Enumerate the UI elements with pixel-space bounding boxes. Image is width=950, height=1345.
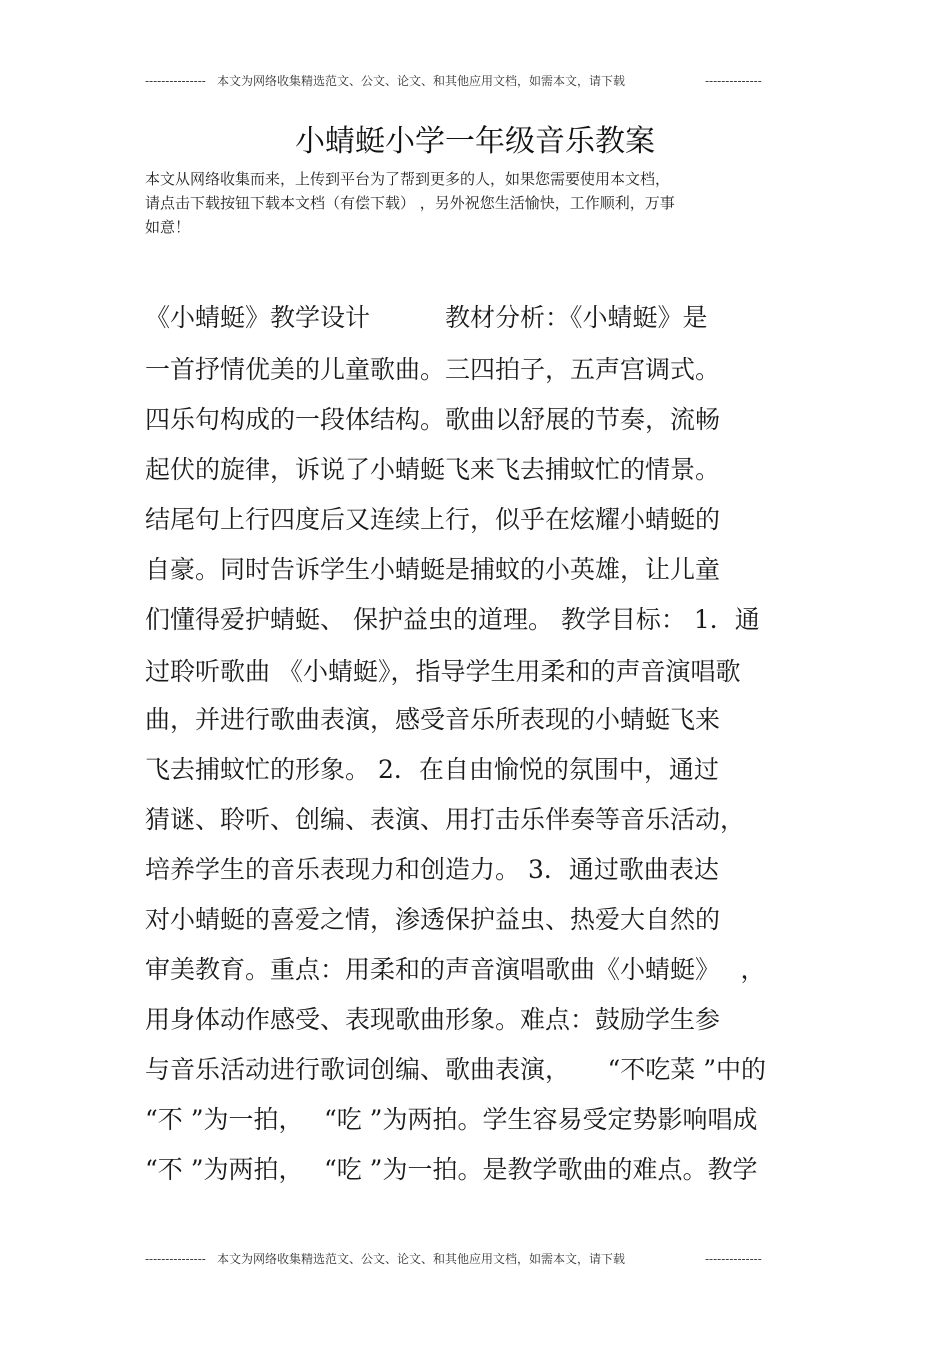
body-line: 起伏的旋律，诉说了小蜻蜓飞来飞去捕蚊忙的情景。 <box>145 455 721 484</box>
body-line: 四乐句构成的一段体结构。歌曲以舒展的节奏，流畅 <box>145 405 721 434</box>
body-line: 自豪。同时告诉学生小蜻蜓是捕蚊的小英雄，让儿童 <box>145 555 721 584</box>
header-text: 本文为网络收集精选范文、公文、论文、和其他应用文档，如需本文，请下载 <box>217 74 626 88</box>
intro-line: 本文从网络收集而来，上传到平台为了帮到更多的人，如果您需要使用本文档， <box>145 170 671 188</box>
body-line: 飞去捕蚊忙的形象。 2．在自由愉悦的氛围中，通过 <box>145 755 719 784</box>
body-line: 猜谜、聆听、创编、表演、用打击乐伴奏等音乐活动， <box>145 805 746 834</box>
body-line: 审美教育。重点：用柔和的声音演唱歌曲《小蜻蜓》 ， <box>145 955 766 984</box>
body-line: 用身体动作感受、表现歌曲形象。难点：鼓励学生参 <box>145 1005 721 1034</box>
intro-line: 如意！ <box>145 218 191 236</box>
body-line: 一首抒情优美的儿童歌曲。三四拍子，五声宫调式。 <box>145 355 721 384</box>
body-line: 与音乐活动进行歌词创编、歌曲表演， “不吃菜 ”中的 <box>145 1055 767 1084</box>
document-title: 小蜻蜓小学一年级音乐教案 <box>295 124 655 159</box>
body-line: 曲，并进行歌曲表演，感受音乐所表现的小蜻蜓飞来 <box>145 705 721 734</box>
body-line: 对小蜻蜓的喜爱之情，渗透保护益虫、热爱大自然的 <box>145 905 721 934</box>
footer-dash-right: -------------- <box>705 1252 762 1266</box>
footer-text: 本文为网络收集精选范文、公文、论文、和其他应用文档，如需本文，请下载 <box>217 1252 626 1266</box>
body-line: 《小蜻蜓》教学设计 教材分析：《小蜻蜓》是 <box>145 303 708 332</box>
footer-dash-left: --------------- <box>145 1252 206 1266</box>
body-line: 结尾句上行四度后又连续上行，似乎在炫耀小蜻蜓的 <box>145 505 721 534</box>
page-footer <box>145 1249 770 1269</box>
header-dash-left: --------------- <box>145 74 206 88</box>
body-line: “不 ”为一拍， “吃 ”为两拍。学生容易受定势影响唱成 <box>145 1105 758 1134</box>
header-dash-right: -------------- <box>705 74 762 88</box>
body-line: 们懂得爱护蜻蜓、 保护益虫的道理。 教学目标： 1．通 <box>145 605 760 634</box>
body-line: 过聆听歌曲 《小蜻蜓》，指导学生用柔和的声音演唱歌 <box>145 657 741 686</box>
intro-line: 请点击下载按钮下载本文档（有偿下载） ，另外祝您生活愉快，工作顺利，万事 <box>145 194 675 212</box>
body-line: 培养学生的音乐表现力和创造力。 3．通过歌曲表达 <box>145 855 719 884</box>
body-line: “不 ”为两拍， “吃 ”为一拍。是教学歌曲的难点。教学 <box>145 1155 758 1184</box>
